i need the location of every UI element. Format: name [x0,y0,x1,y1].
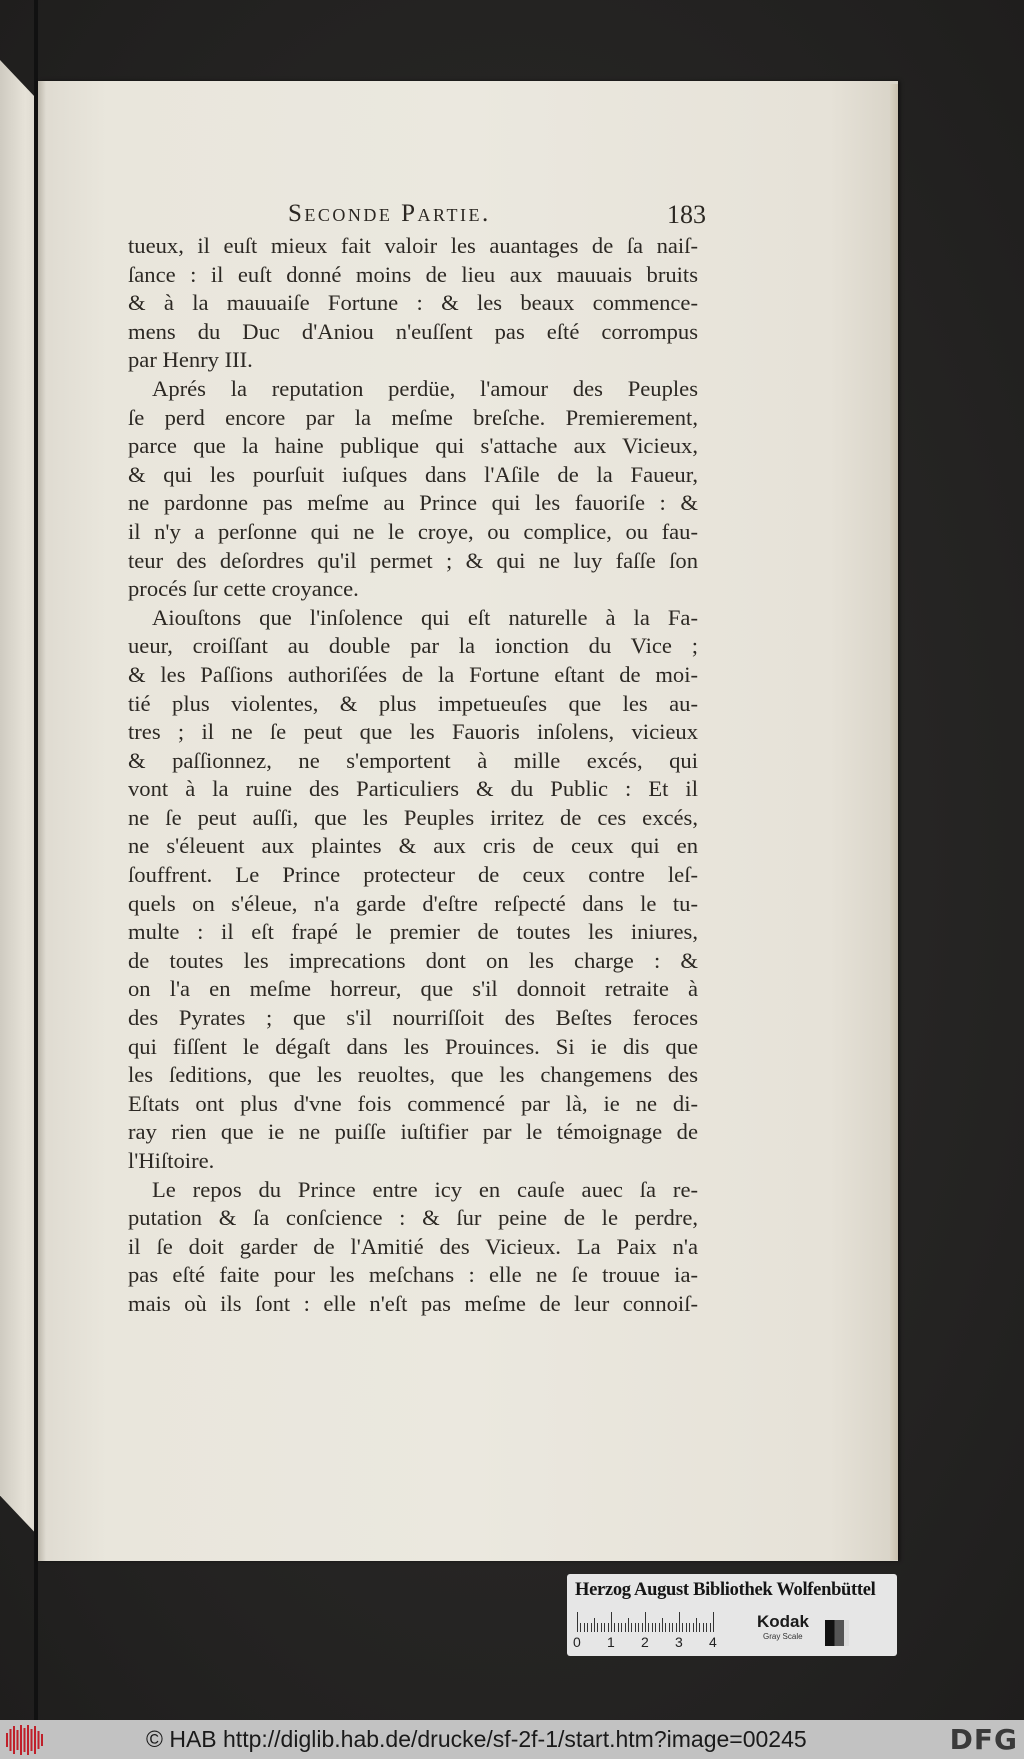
scale-ruler [577,1612,747,1632]
ruler-tick [618,1623,619,1632]
ruler-tick [669,1623,670,1632]
page-gutter-shadow [38,81,46,1561]
ruler-tick [608,1623,609,1632]
text-line: putation & ſa conſcience : & ſur peine de le perdre, [128,1205,698,1231]
footer-bar [0,1720,1024,1759]
text-line: quels on s'éleue, n'a garde d'eſtre reſpecté dans le tu- [128,890,698,916]
ruler-tick [710,1623,711,1632]
ruler-tick [706,1623,707,1632]
text-line: vont à la ruine des Particuliers & du Public : Et il [128,776,698,802]
text-line: ray rien que ie ne puiſſe iuſtifier par le témoignage de [128,1119,698,1145]
text-line: Aiouſtons que l'inſolence qui eſt naturelle à la Fa- [152,604,698,630]
hab-logo-icon [4,1724,46,1756]
library-name: Herzog August Bibliothek Wolfenbüttel [575,1580,876,1600]
ruler-tick [625,1623,626,1632]
gray-scale-label: Gray Scale [763,1632,803,1641]
kodak-brand: Kodak [757,1612,809,1631]
ruler-number: 3 [675,1634,683,1650]
ruler-numbers [573,1634,743,1650]
text-line: Eſtats ont plus d'vne fois commencé par là, ie ne di- [128,1090,698,1116]
text-line: il n'y a perſonne qui ne le croye, ou complice, ou fau- [128,518,698,544]
ruler-tick [580,1623,581,1632]
ruler-tick [635,1623,636,1632]
ruler-tick [682,1623,683,1632]
ruler-tick [665,1623,666,1632]
text-line: tueux, il euſt mieux fait valoir les auantages de ſa naiſ- [128,233,698,258]
text-line: Le repos du Prince entre icy en cauſe auec ſa re- [152,1176,698,1202]
ruler-tick [577,1612,578,1632]
page-fore-edge [890,84,898,1560]
text-line: & les Paſſions authoriſées de la Fortune eſtant de moi- [128,661,698,687]
text-line: ne s'éleuent aux plaintes & aux cris de ceux qui en [128,833,698,859]
text-line: Aprés la reputation perdüe, l'amour des Peuples [152,375,698,401]
ruler-tick [699,1623,700,1632]
text-line: mais où ils ſont : elle n'eſt pas meſme de leur connoiſ- [128,1290,698,1316]
text-line: tres ; il ne ſe peut que les Fauoris inſolens, vicieux [128,719,698,745]
ruler-tick [676,1623,677,1632]
ruler-tick [604,1623,605,1632]
page-number: 183 [667,200,706,229]
text-line: & qui les pourſuit iuſques dans l'Aſile de la Faueur, [128,461,698,487]
ruler-number: 1 [607,1634,615,1650]
text-line: & paſſionnez, ne s'emportent à mille excés, qui [128,747,698,773]
ruler-tick [611,1612,612,1632]
ruler-tick [642,1623,643,1632]
ruler-number: 0 [573,1634,581,1650]
text-line: ne pardonne pas meſme au Prince qui les fauoriſe : & [128,490,698,516]
ruler-tick [659,1623,660,1632]
text-line: tié plus violentes, & plus impetueuſes que les au- [128,690,698,716]
text-line: ueur, croiſſant au double par la ionction du Vice ; [128,633,698,659]
ruler-tick [679,1612,680,1632]
ruler-tick [621,1623,622,1632]
text-line: on l'a en meſme horreur, que s'il donnoit retraite à [128,976,698,1002]
text-line: procés ſur cette croyance. [128,576,359,602]
text-line: ſance : il euſt donné moins de lieu aux mauuais bruits [128,261,698,287]
ruler-tick [594,1618,595,1632]
ruler-number: 2 [641,1634,649,1650]
color-target-card [567,1574,897,1656]
ruler-tick [597,1623,598,1632]
ruler-number: 4 [709,1634,717,1650]
ruler-tick [591,1623,592,1632]
text-line: qui fiſſent le dégaſt dans les Prouinces. Si ie dis que [128,1033,698,1059]
ruler-tick [628,1618,629,1632]
ruler-tick [655,1623,656,1632]
ruler-tick [672,1623,673,1632]
source-url[interactable]: © HAB http://diglib.hab.de/drucke/sf-2f-1/start.htm?image=00245 [146,1726,807,1752]
ruler-tick [713,1612,714,1632]
ruler-tick [614,1623,615,1632]
text-line: l'Hiſtoire. [128,1148,215,1173]
ruler-tick [689,1623,690,1632]
text-line: des Pyrates ; que s'il nourriſſoit des Beſtes feroces [128,1005,698,1031]
ruler-tick [652,1623,653,1632]
text-line: parce que la haine publique qui s'attache aux Vicieux, [128,433,698,459]
text-line: il ſe doit garder de l'Amitié des Vicieux. La Paix n'a [128,1233,698,1259]
ruler-tick [703,1623,704,1632]
ruler-tick [645,1612,646,1632]
ruler-tick [648,1623,649,1632]
dfg-logo: DFG [949,1723,1018,1756]
text-line: ſe perd encore par la meſme breſche. Premierement, [128,404,698,430]
text-line: ne ſe peut auſſi, que les Peuples irritez de ces excés, [128,804,698,830]
running-title: Seconde Partie. [288,200,491,227]
running-head [128,200,706,232]
ruler-tick [696,1618,697,1632]
body-text [128,232,698,1319]
ruler-tick [693,1623,694,1632]
ruler-tick [631,1623,632,1632]
text-line: mens du Duc d'Aniou n'euſſent pas eſté corrompus [128,318,698,344]
text-line: ſouffrent. Le Prince protecteur de ceux contre leſ- [128,862,698,888]
ruler-tick [584,1623,585,1632]
text-line: par Henry III. [128,347,253,373]
text-line: teur des deſordres qu'il permet ; & qui ne luy faſſe ſon [128,547,698,573]
text-line: pas eſté faite pour les meſchans : elle ne ſe trouue ia- [128,1262,698,1288]
gray-scale-patch [825,1620,849,1646]
text-line: de toutes les imprecations dont on les charge : & [128,947,698,973]
ruler-tick [601,1623,602,1632]
text-line: les ſeditions, que les reuoltes, que les changemens des [128,1062,698,1088]
text-line: & à la mauuaiſe Fortune : & les beaux commence- [128,290,698,316]
ruler-tick [587,1623,588,1632]
ruler-tick [686,1623,687,1632]
text-line: multe : il eſt frapé le premier de toutes les iniures, [128,919,698,945]
ruler-tick [662,1618,663,1632]
ruler-tick [638,1623,639,1632]
